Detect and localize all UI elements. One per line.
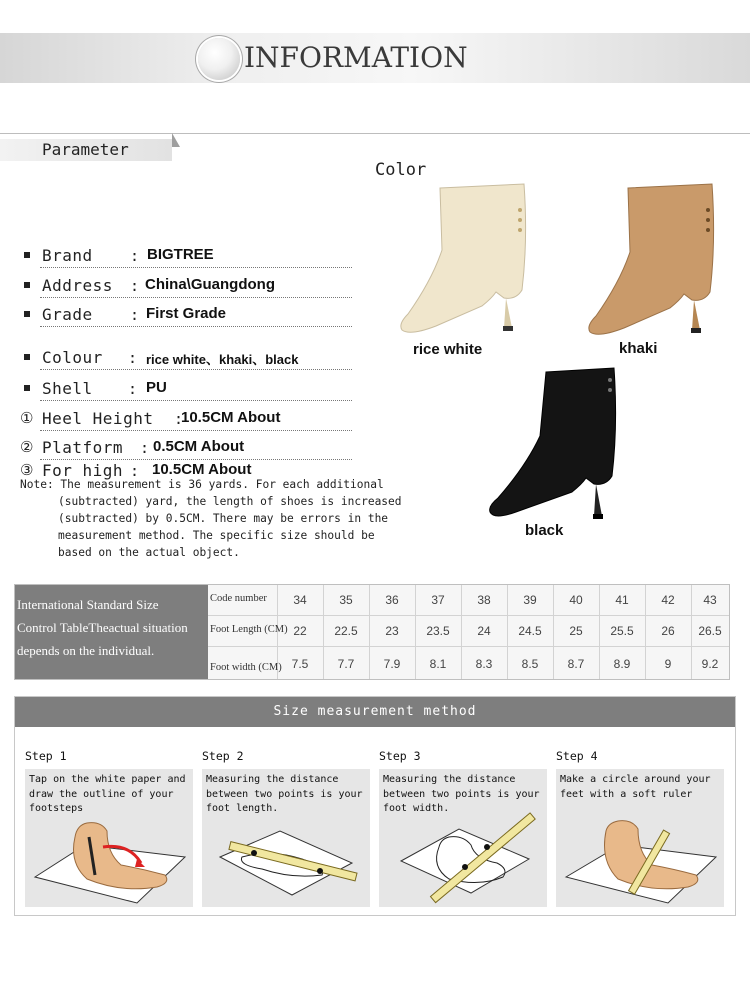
table-cell: 38 [477,593,491,607]
table-cell: 40 [569,593,583,607]
table-cell: 8.1 [429,657,447,671]
table-cell: 22 [293,624,307,638]
step-3 [379,749,547,814]
step-text: Measuring the distance between two points is your foot length. [206,774,363,814]
table-cell: 41 [615,593,629,607]
note-line: (subtracted) by 0.5CM. There may be errors in the [58,512,389,525]
parameter-label: Parameter [42,140,129,159]
spec-colon: : [130,247,140,265]
table-cell: 43 [703,593,717,607]
table-cell: 23 [385,624,399,638]
step-panel [379,769,547,907]
row-header: Code number [210,593,267,604]
spec-colon: : [130,462,140,480]
step-text: Measuring the distance between two points is your foot width. [383,774,540,814]
bullet-icon [24,252,30,258]
spec-row-platform [20,436,352,460]
khaki-boot-image [584,182,724,337]
measurement-header [15,697,735,727]
measurement-title: Size measurement method [273,704,477,719]
spec-key: Heel Height [42,409,154,428]
ruler-width-icon [379,807,547,907]
note-line: Note: The measurement is 36 yards. For each additional [20,478,384,491]
spec-value: China\Guangdong [145,276,275,293]
table-row [208,647,729,679]
step-label: Step 1 [25,749,67,763]
table-cell: 7.7 [337,657,355,671]
spec-value: First Grade [146,305,227,322]
spec-colon: : [174,410,184,428]
row-header: Foot width (CM) [210,662,282,673]
step-panel [556,769,724,907]
table-cell: 7.5 [291,657,309,671]
circle-icon [198,38,240,80]
step-text: Tap on the white paper and draw the outline of your footsteps [29,774,186,814]
note-line: measurement method. The specific size should be [58,529,375,542]
dotted-divider [40,369,352,370]
step-4 [556,749,724,800]
dotted-divider [40,430,352,431]
spec-key: For high [42,461,124,480]
table-cell: 9.2 [701,657,719,671]
spec-key: Grade [42,305,93,324]
dotted-divider [40,326,352,327]
spec-colon: : [130,306,140,324]
size-chart-description [15,585,208,679]
color-label-black: black [525,522,564,539]
color-heading: Color [375,160,427,180]
table-cell: 34 [293,593,307,607]
table-cell: 39 [523,593,537,607]
note-line: based on the actual object. [58,546,240,559]
spec-row-brand [20,244,352,268]
table-cell: 25 [569,624,583,638]
table-cell: 42 [661,593,675,607]
spec-key: Colour [42,348,103,367]
table-cell: 22.5 [334,624,358,638]
spec-row-grade [20,303,352,327]
table-cell: 26 [661,624,675,638]
spec-key: Address [42,276,113,295]
dotted-divider [40,297,352,298]
divider [0,133,750,134]
table-cell: 8.7 [567,657,585,671]
rice-white-boot-image [396,180,536,335]
spec-value: 10.5CM About [181,409,281,426]
black-boot-image [486,366,626,521]
table-cell: 24 [477,624,491,638]
table-cell: 26.5 [698,624,722,638]
color-label-rice-white: rice white [413,341,483,358]
table-cell: 36 [385,593,399,607]
bullet-icon [24,385,30,391]
spec-key: Brand [42,246,93,265]
table-cell: 37 [431,593,445,607]
spec-value: 10.5CM About [152,461,252,478]
table-cell: 8.9 [613,657,631,671]
table-cell: 9 [664,657,672,671]
step-text: Make a circle around your feet with a soft ruler [560,774,711,800]
spec-row-address [20,274,352,298]
table-cell: 8.5 [521,657,539,671]
color-label-khaki: khaki [619,340,658,357]
spec-value: 0.5CM About [153,438,245,455]
description-line: International Standard Size [17,597,159,612]
table-row [208,585,729,616]
size-note [20,476,410,561]
step-panel [202,769,370,907]
table-cell: 7.9 [383,657,401,671]
table-cell: 25.5 [610,624,634,638]
table-cell: 8.3 [475,657,493,671]
spec-colon: : [130,277,140,295]
spec-colon: : [128,349,138,367]
bullet-icon [24,311,30,317]
table-row [208,616,729,647]
spec-row-shell [20,377,352,401]
circled-number: ① [20,409,34,427]
spec-value: rice white、khaki、black [146,352,299,367]
size-measurement-section [14,696,736,916]
circled-number: ③ [20,461,34,479]
spec-row-for-high [20,459,352,480]
page-title: INFORMATION [244,41,468,74]
bullet-icon [24,282,30,288]
spec-row-heel-height [20,407,352,431]
step-2 [202,749,370,814]
spec-key: Shell [42,379,93,398]
dotted-divider [40,267,352,268]
step-label: Step 2 [202,749,244,763]
spec-colon: : [140,439,150,457]
step-label: Step 3 [379,749,421,763]
size-chart-table [14,584,730,680]
soft-ruler-icon [556,807,724,907]
foot-outline-icon [25,807,193,907]
step-panel [25,769,193,907]
spec-value: BIGTREE [147,246,214,263]
step-1 [25,749,193,814]
circled-number: ② [20,438,34,456]
spec-value: PU [146,379,167,396]
ruler-length-icon [202,807,370,907]
bullet-icon [24,354,30,360]
tab-fold [172,133,180,147]
note-line: (subtracted) yard, the length of shoes is increased [58,495,402,508]
table-cell: 23.5 [426,624,450,638]
row-header: Foot Length (CM) [210,624,288,635]
description-line: Control TableTheactual situation [17,620,188,635]
size-grid [208,585,729,679]
spec-colon: : [128,380,138,398]
spec-key: Platform [42,438,124,457]
table-cell: 35 [339,593,353,607]
spec-row-colour [20,346,352,370]
step-label: Step 4 [556,749,598,763]
table-cell: 24.5 [518,624,542,638]
dotted-divider [40,400,352,401]
description-line: depends on the individual. [17,643,155,658]
